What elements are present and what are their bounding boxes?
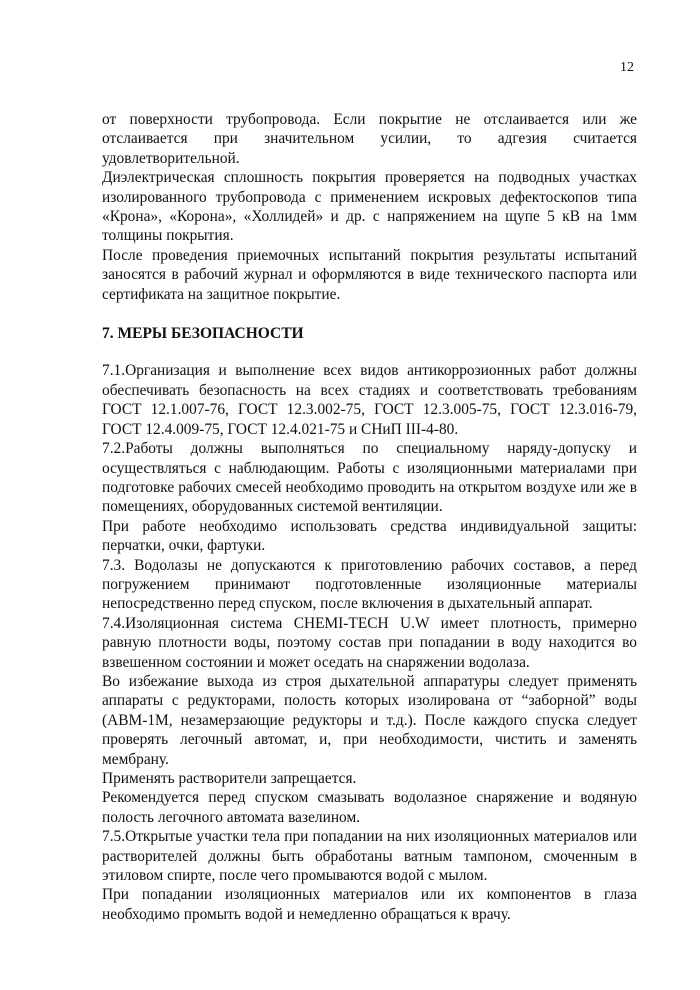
page-number: 12 <box>620 60 634 75</box>
paragraph: После проведения приемочных испытаний покрытия результаты испытаний заносятся в рабочий журнал и оформляются в виде технического паспорта или сертификата на защитное покрытие. <box>102 246 637 303</box>
paragraph: от поверхности трубопровода. Если покрытие не отслаивается или же отслаивается при значительном усилии, то адгезия считается удовлетворительной. <box>102 111 637 167</box>
document-body <box>102 110 637 924</box>
paragraph: 7.3. Водолазы не допускаются к приготовлению рабочих составов, а перед погружением принимают подготовленные изоляционные материалы непосредственно перед спуском, после включения в дыхательный аппарат. <box>102 556 637 613</box>
paragraph: При попадании изоляционных материалов или их компонентов в глаза необходимо промыть водой и немедленно обращаться к врачу. <box>102 886 637 923</box>
paragraph: Диэлектрическая сплошность покрытия проверяется на подводных участках изолированного трубопровода с применением искровых дефектоскопов типа «Крона», «Корона», «Холлидей» и др. с напряжением на щупе 5 кВ на 1мм толщины покрытия. <box>102 169 637 245</box>
paragraph: Применять растворители запрещается. <box>102 770 357 787</box>
paragraph: 7.5.Открытые участки тела при попадании на них изоляционных материалов или растворителей должны быть обработаны ватным тампоном, смоченным в этиловом спирте, после чего промываются водой с мылом. <box>102 828 637 885</box>
paragraph: 7.1.Организация и выполнение всех видов антикоррозионных работ должны обеспечивать безопасность на всех стадиях и соответствовать требованиям ГОСТ 12.1.007-76, ГОСТ 12.3.002-75, ГОСТ 12.3.005-75, ГОСТ 12.3.016-79, ГОСТ 12.4.009-75, ГОСТ 12.4.021-75 и СНиП III-4-80. <box>102 362 637 438</box>
paragraph: 7.2.Работы должны выполняться по специальному наряду-допуску и осуществляться с наблюдающим. Работы с изоляционными материалами при подготовке рабочих смесей необходимо проводить на открытом воздухе или же в помещениях, оборудованных системой вентиляции. <box>102 440 637 516</box>
paragraph: 7.4.Изоляционная система CHEMI-TECH U.W имеет плотность, примерно равную плотности воды, поэтому состав при попадании в воду находится во взвешенном состоянии и может оседать на снаряжении водолаза. <box>102 614 637 671</box>
paragraph: Рекомендуется перед спуском смазывать водолазное снаряжение и водяную полость легочного автомата вазелином. <box>102 789 637 826</box>
section-heading: 7. МЕРЫ БЕЗОПАСНОСТИ <box>102 325 304 343</box>
paragraph: Во избежание выхода из строя дыхательной аппаратуры следует применять аппараты с редукторами, полость которых изолирована от “заборной” воды (АВМ-1М, незамерзающие редукторы и т.д.). После каждого спуска следует проверять легочный автомат, и, при необходимости, чистить и заменять мембрану. <box>102 672 637 768</box>
paragraph: При работе необходимо использовать средства индивидуальной защиты: перчатки, очки, фартуки. <box>102 517 637 555</box>
